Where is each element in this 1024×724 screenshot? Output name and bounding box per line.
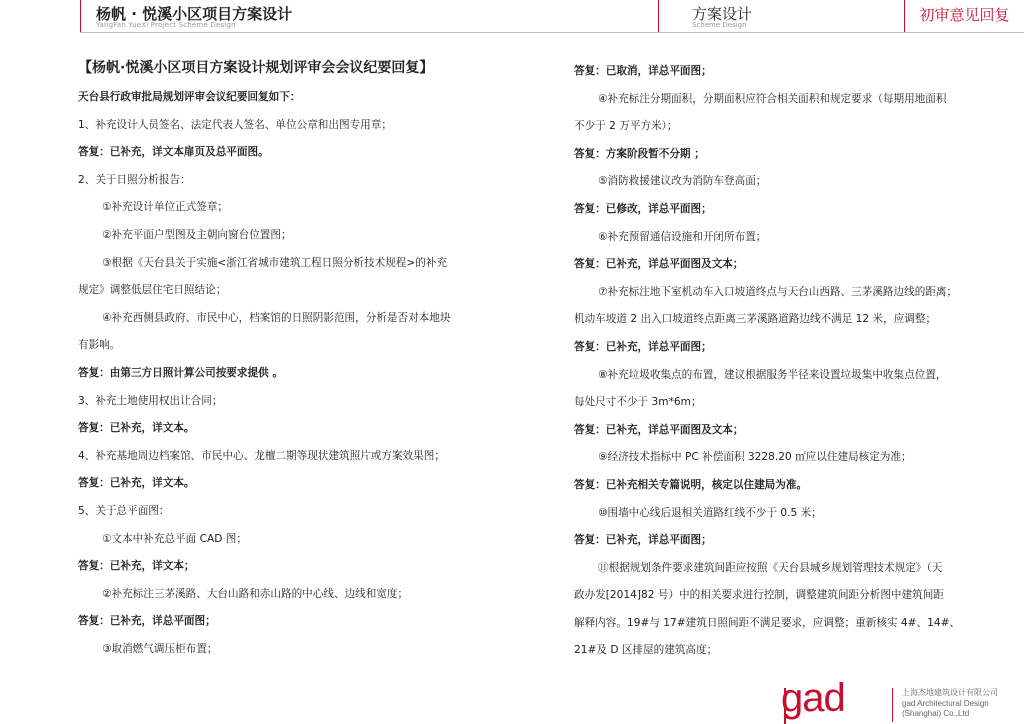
- project-subtitle: YangFan.YueXi Project Scheme Design: [96, 21, 236, 29]
- section-subtitle: Scheme Design: [692, 21, 747, 29]
- text-line: ⑩围墙中心线后退相关道路红线不少于 0.5 米；: [598, 506, 822, 519]
- footer-divider: [892, 688, 893, 722]
- left-text-block: [78, 84, 534, 663]
- text-line: ④补充西侧县政府、市民中心，档案馆的日照阴影范围，分析是否对本地块: [102, 311, 451, 324]
- text-line: ②补充平面户型图及主朝向窗台位置图；: [102, 228, 292, 241]
- text-line: ⑥补充预留通信设施和开闭所布置；: [598, 230, 767, 243]
- reply-line: 答复：已修改，详总平面图；: [574, 202, 712, 215]
- reply-line: 答复：已取消，详总平面图；: [574, 65, 712, 77]
- text-line: ②补充标注三茅溪路、大台山路和赤山路的中心线、边线和宽度；: [102, 587, 409, 600]
- text-line: ⑧补充垃圾收集点的布置，建议根据服务半径来设置垃圾集中收集点位置，: [598, 368, 947, 381]
- text-line: ③根据《天台县关于实施<浙江省城市建筑工程日照分析技术规程>的补充: [102, 256, 448, 269]
- right-column: [574, 58, 964, 665]
- header-underline: [904, 32, 1024, 33]
- left-column: [78, 58, 534, 663]
- reply-line: 天台县行政审批局规划评审会议纪要回复如下：: [78, 91, 301, 103]
- text-line: 3、补充土地使用权出让合同；: [78, 394, 223, 407]
- text-line: 2、关于日照分析报告：: [78, 173, 191, 186]
- text-line: ①文本中补充总平面 CAD 图；: [102, 532, 247, 545]
- text-line: 4、补充基地周边档案馆、市民中心、龙檀二期等现状建筑照片或方案效果图；: [78, 449, 445, 462]
- document-title: 【杨帆·悦溪小区项目方案设计规划评审会会议纪要回复】: [78, 60, 434, 76]
- company-name-en-suffix: (Shanghai) Co.,Ltd: [902, 709, 970, 718]
- text-line: 有影响。: [78, 339, 121, 352]
- gad-logo: gad: [781, 676, 845, 720]
- reply-line: 答复：已补充，详总平面图；: [574, 534, 712, 547]
- reply-line: 答复：已补充，详文本；: [78, 560, 195, 573]
- section-title: 方案设计: [692, 5, 753, 23]
- reply-line: 答复：已补充，详总平面图；: [78, 615, 216, 628]
- reply-line: 答复：方案阶段暂不分期 ；: [574, 147, 705, 160]
- header-divider: [658, 0, 659, 32]
- header-underline: [658, 32, 904, 33]
- text-line: 机动车坡道 2 出入口坡道终点距离三茅溪路道路边线不满足 12 米，应调整；: [574, 313, 937, 326]
- company-info: [902, 688, 998, 720]
- text-line: 5、关于总平面图：: [78, 504, 170, 517]
- text-line: ③取消燃气调压柜布置；: [102, 642, 218, 655]
- text-line: 规定》调整低层住宅日照结论；: [78, 284, 227, 297]
- reply-line: 答复：已补充，详文本。: [78, 422, 195, 435]
- text-line: ⑪根据规划条件要求建筑间距应按照《天台县城乡规划管理技术规定》（天: [598, 561, 943, 574]
- text-line: ⑦补充标注地下室机动车入口坡道终点与天台山西路、三茅溪路边线的距离；: [598, 285, 958, 298]
- header-divider: [80, 0, 81, 32]
- reply-line: 答复：已补充，详总平面图及文本；: [574, 423, 744, 436]
- text-line: ⑤消防救援建议改为消防车登高面；: [598, 175, 767, 188]
- reply-line: 答复：已补充，详文本扉页及总平面图。: [78, 146, 269, 159]
- text-line: 每处尺寸不少于 3m*6m；: [574, 396, 702, 409]
- reply-line: 答复：已补充，详总平面图；: [574, 340, 712, 353]
- company-name-en: gad Architectural Design: [902, 698, 989, 708]
- reply-line: 答复：已补充，详文本。: [78, 477, 195, 490]
- text-line: 21#及 D 区排屋的建筑高度；: [574, 644, 718, 657]
- reply-line: 答复：已补充，详总平面图及文本；: [574, 258, 744, 271]
- text-line: 解释内容。19#与 17#建筑日照间距不满足要求，应调整；重新核实 4#、14#、: [574, 616, 961, 629]
- text-line: ①补充设计单位正式签章；: [102, 201, 229, 214]
- company-name-cn: 上海杰地建筑设计有限公司: [902, 688, 998, 697]
- text-line: ⑨经济技术指标中 PC 补偿面积 3228.20 ㎡应以住建局核定为准；: [598, 451, 912, 464]
- reply-line: 答复：由第三方日照计算公司按要求提供 。: [78, 366, 283, 379]
- project-title: 杨帆 · 悦溪小区项目方案设计: [96, 5, 293, 23]
- header-underline: [80, 32, 658, 33]
- text-line: ④补充标注分期面积，分期面积应符合相关面积和规定要求（每期用地面积: [598, 92, 947, 105]
- reply-line: 答复：已补充相关专篇说明，核定以住建局为准。: [574, 478, 808, 491]
- review-reply-label: 初审意见回复: [919, 6, 1010, 24]
- right-text-block: [574, 58, 964, 665]
- text-line: 1、补充设计人员签名、法定代表人签名、单位公章和出图专用章；: [78, 118, 392, 131]
- text-line: 政办发[2014]82 号）中的相关要求进行控制，调整建筑间距分析图中建筑间距: [574, 589, 944, 602]
- page-header: [0, 0, 1024, 34]
- text-line: 不少于 2 万平方米）；: [574, 120, 678, 133]
